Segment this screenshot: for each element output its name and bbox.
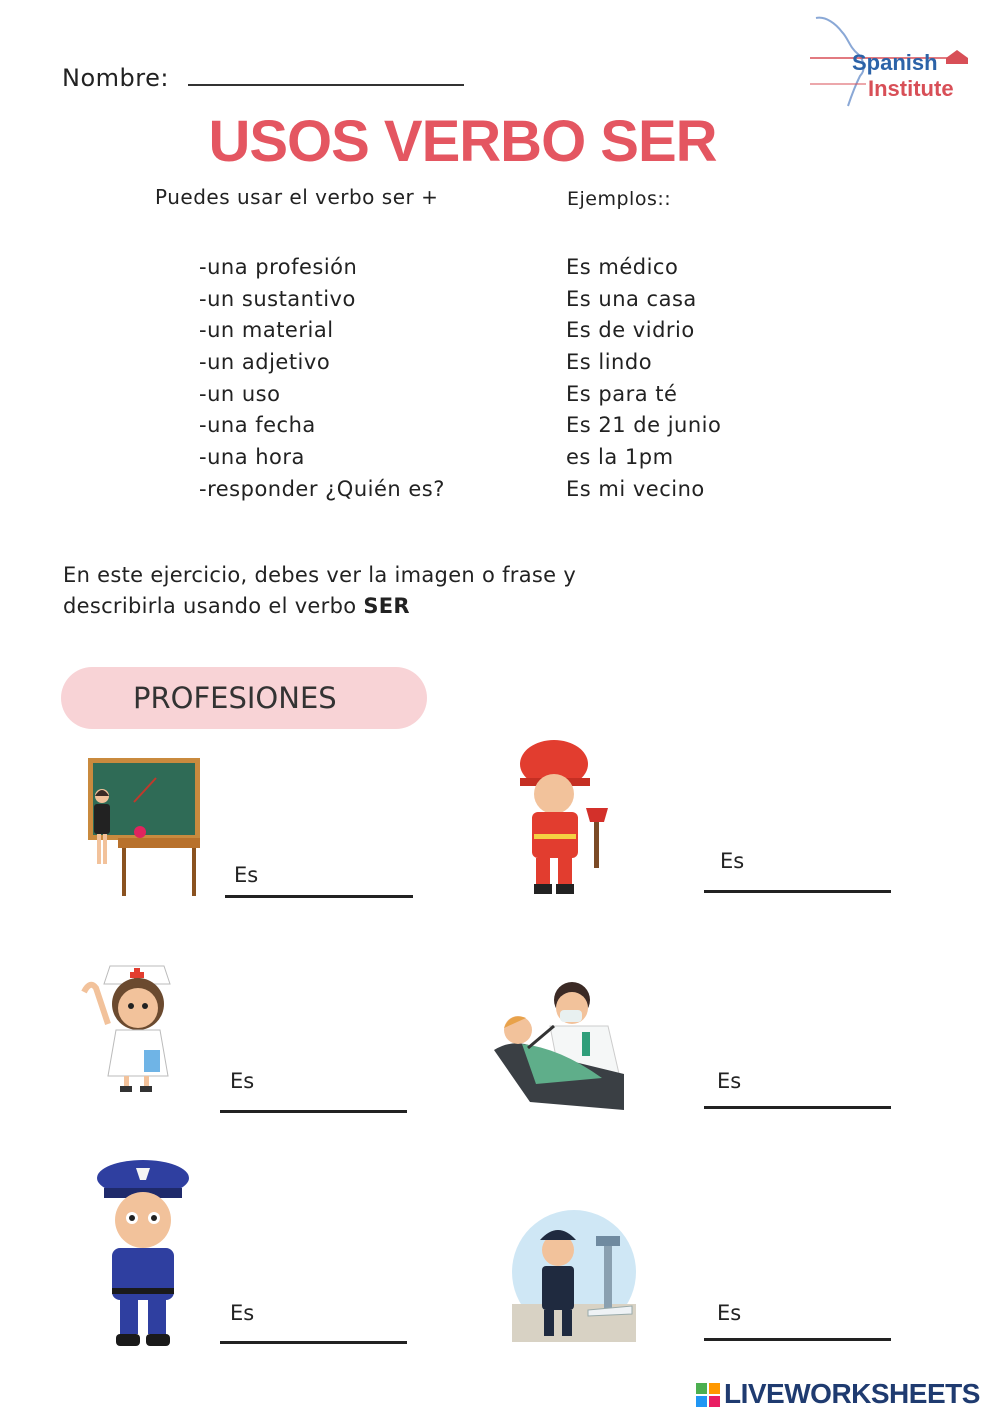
nurse-illustration — [80, 958, 186, 1096]
instructions — [63, 560, 583, 622]
spanish-institute-logo — [806, 14, 982, 110]
answer-prefix: Es — [717, 1301, 742, 1325]
answer-line-nurse[interactable] — [220, 1110, 407, 1113]
police-officer-illustration — [94, 1156, 192, 1348]
logo-text-institute: Institute — [868, 76, 954, 101]
answer-line-firefighter[interactable] — [704, 890, 891, 893]
watermark-text: LIVEWORKSHEETS — [724, 1378, 980, 1409]
answer-prefix: Es — [234, 863, 259, 887]
examples-list — [566, 254, 721, 508]
list-item: Es médico — [566, 255, 679, 279]
list-item: Es lindo — [566, 350, 653, 375]
instructions-text: En este ejercicio, debes ver la imagen o frase y describirla usando el verbo — [63, 563, 577, 618]
answer-prefix: Es — [230, 1069, 255, 1093]
list-item: -un uso — [199, 381, 281, 406]
answer-prefix: Es — [720, 849, 745, 873]
list-item: Es mi vecino — [566, 476, 705, 501]
answer-prefix: Es — [717, 1069, 742, 1093]
name-label: Nombre: — [62, 64, 169, 92]
list-item: -un material — [199, 318, 334, 343]
pilot-illustration — [508, 1210, 640, 1344]
firefighter-illustration — [512, 738, 624, 898]
liveworksheets-logo-icon — [696, 1383, 720, 1407]
liveworksheets-watermark — [696, 1378, 992, 1412]
answer-line-police[interactable] — [220, 1341, 407, 1344]
answer-line-dentist[interactable] — [704, 1106, 891, 1109]
list-item: Es 21 de junio — [566, 413, 722, 438]
logo-text-spanish: Spanish — [852, 50, 938, 75]
list-item: -una fecha — [199, 413, 316, 438]
name-field-line[interactable] — [188, 84, 464, 86]
instructions-bold: SER — [363, 594, 410, 618]
list-item: -responder ¿Quién es? — [199, 476, 445, 501]
answer-prefix: Es — [230, 1301, 255, 1325]
list-item: -un adjetivo — [199, 350, 331, 375]
uses-intro: Puedes usar el verbo ser + — [155, 185, 439, 209]
list-item: -un sustantivo — [199, 286, 356, 311]
section-label-pill: PROFESIONES — [61, 667, 427, 729]
list-item: -una profesión — [199, 255, 358, 279]
list-item: Es una casa — [566, 286, 697, 311]
list-item: Es para té — [566, 381, 678, 406]
examples-heading: Ejemplos:: — [567, 188, 672, 210]
list-item: Es de vidrio — [566, 318, 695, 343]
answer-line-teacher[interactable] — [225, 895, 413, 898]
list-item: es la 1pm — [566, 445, 674, 470]
answer-line-pilot[interactable] — [704, 1338, 891, 1341]
uses-list — [199, 254, 445, 508]
page-title: USOS VERBO SER — [208, 109, 717, 174]
dentist-illustration — [490, 978, 638, 1118]
teacher-illustration — [84, 756, 202, 898]
list-item: -una hora — [199, 445, 305, 470]
